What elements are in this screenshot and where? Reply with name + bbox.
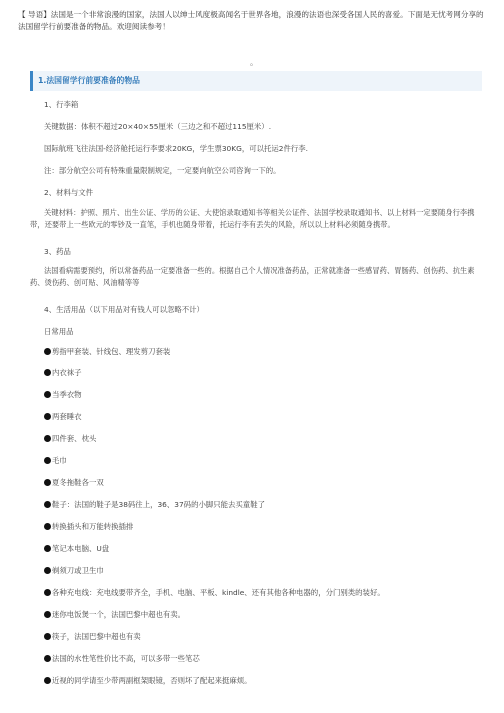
bullet-icon [44, 435, 51, 442]
bullet-icon [44, 479, 51, 486]
list-item: 各种充电线：充电线要带齐全，手机、电脑、平板、kindle、还有其他各种电器的，分门别类的装好。 [44, 587, 385, 598]
list-item: 剪指甲套装、针线包、理发剪刀套装 [44, 346, 170, 357]
bullet-icon [44, 348, 51, 355]
bullet-icon [44, 611, 51, 618]
list-item: 剃须刀或卫生巾 [44, 565, 104, 576]
separator-mark: 。 [250, 58, 258, 67]
list-item: 笔记本电脑、U盘 [44, 543, 109, 554]
list-item: 夏冬拖鞋各一双 [44, 477, 104, 488]
bullet-icon [44, 633, 51, 640]
bullet-icon [44, 369, 51, 376]
list-item: 鞋子：法国的鞋子是38码往上，36、37码的小脚只能去买童鞋了 [44, 499, 265, 510]
list-item: 内衣袜子 [44, 367, 82, 378]
luggage-title: 1、行李箱 [44, 100, 79, 109]
docs-title: 2、材料与文件 [44, 188, 94, 197]
bullet-icon [44, 567, 51, 574]
daily-subtitle: 日常用品 [44, 327, 74, 336]
bullet-icon [44, 413, 51, 420]
list-item: 当季衣物 [44, 389, 82, 400]
bullet-icon [44, 457, 51, 464]
bullet-icon [44, 391, 51, 398]
bullet-icon [44, 501, 51, 508]
list-item: 迷你电饭煲一个，法国巴黎中超也有卖。 [44, 609, 185, 620]
meds-text: 法国看病需要预约，所以常备药品一定要准备一些的。根据自己个人情况准备药品，正常就准备一些感冒药、胃肠药、创伤药、抗生素药、烫伤药、创可贴、风油精等等 [30, 266, 475, 287]
luggage-airline: 国际航班飞往法国-经济舱托运行李要求20KG，学生票30KG，可以托运2件行李. [44, 144, 309, 153]
list-item: 筷子，法国巴黎中超也有卖 [44, 631, 141, 642]
luggage-note: 注：部分航空公司有特殊重量限制规定，一定要向航空公司咨询一下的。 [44, 166, 281, 175]
meds-title: 3、药品 [44, 247, 71, 256]
bullet-icon [44, 545, 51, 552]
section-heading-1 [30, 71, 482, 91]
list-item: 转换插头和万能转换插排 [44, 521, 133, 532]
bullet-icon [44, 523, 51, 530]
list-item: 毛巾 [44, 455, 67, 466]
list-item: 两套睡衣 [44, 411, 82, 422]
list-item: 近视的同学请至少带两副框架眼镜，否则坏了配起来挺麻烦。 [44, 675, 252, 686]
daily-title: 4、生活用品（以下用品对有钱人可以忽略不计） [44, 305, 204, 314]
bullet-icon [44, 589, 51, 596]
section-heading-1-text: 1.法国留学行前要准备的物品 [38, 76, 140, 85]
bullet-icon [44, 655, 51, 662]
bullet-icon [44, 677, 51, 684]
intro-paragraph: 【 导语】法国是一个非常浪漫的国家，法国人以绅士风度极高闻名于世界各地，浪漫的法语也深受各国人民的喜爱。下面是无忧考网分享的法国留学行前要准备的物品。欢迎阅读参考！ [18, 10, 484, 31]
list-item: 法国的水性笔性价比不高，可以多带一些笔芯 [44, 653, 200, 664]
docs-text: 关键材料：护照、照片、出生公证、学历的公证、大使馆录取通知书等相关公证件、法国学校录取通知书、以上材料一定要随身行李携带，还要带上一些欧元的零钞及一直笔，手机也随身带着，托运行李有丢失的风险，所以以上材料必须随身携带。 [30, 208, 475, 229]
list-item: 四件套、枕头 [44, 433, 96, 444]
luggage-data: 关键数据：体积不超过20×40×55厘米（三边之和不超过115厘米）. [44, 122, 272, 131]
